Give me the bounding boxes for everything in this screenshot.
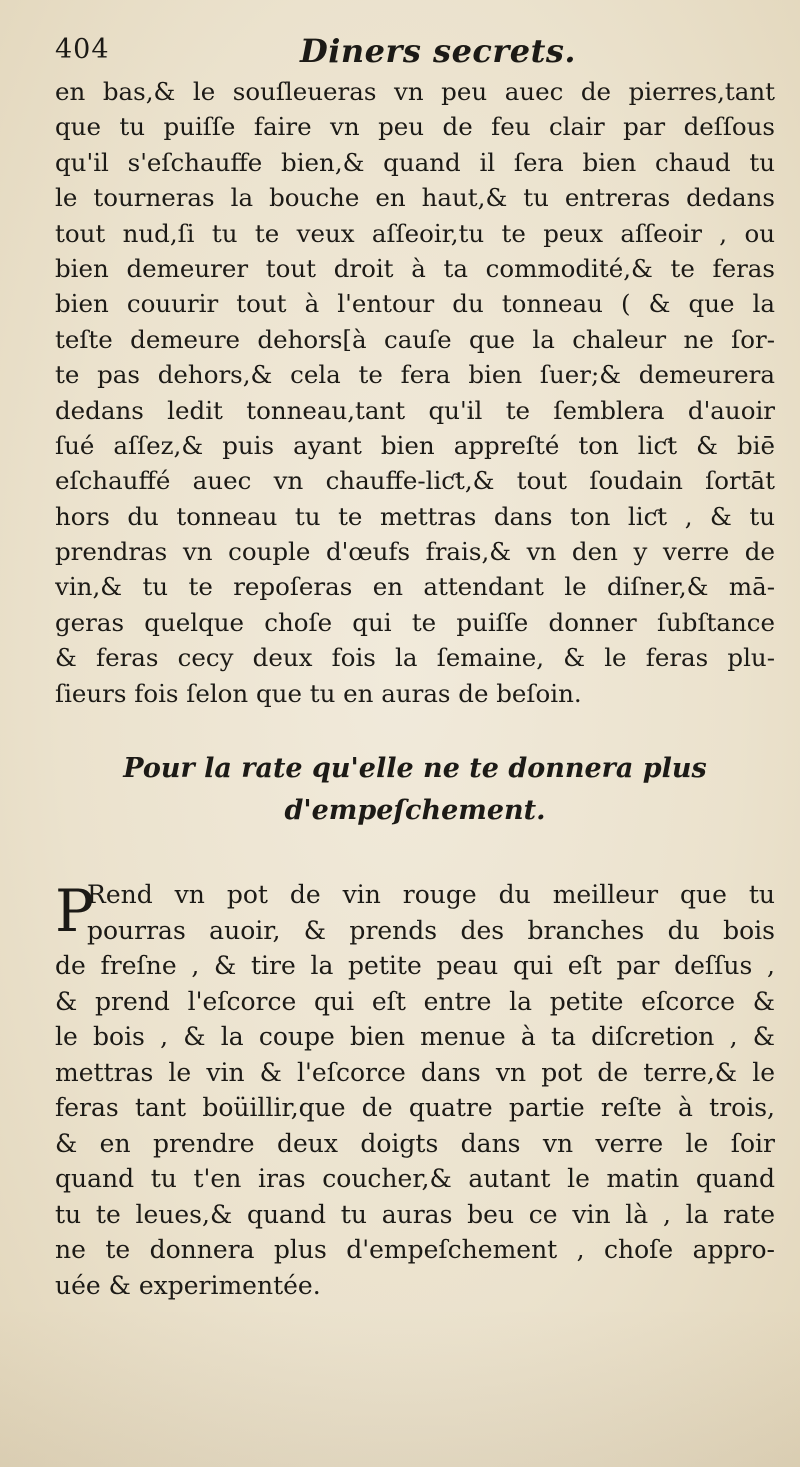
heading-line: d'empeſchement. — [284, 795, 546, 826]
text-line: vin,& tu te repoſeras en attendant le diſner,& mā- — [55, 572, 775, 602]
body-paragraph-2 — [55, 877, 775, 1303]
text-line: qu'il s'eſchauffe bien,& quand il ſera bien chaud tu — [55, 147, 775, 177]
text-line: de freſne , & tire la petite peau qui eſt par deſſus , — [55, 951, 775, 980]
text-line: tout nud,ſi tu te veux aſſeoir,tu te peux aſſeoir , ou — [55, 218, 775, 248]
text-line: & feras cecy deux fois la ſemaine, & le feras plu- — [55, 643, 775, 673]
text-line: & prend l'eſcorce qui eſt entre la petite eſcorce & — [55, 986, 775, 1016]
running-head — [55, 34, 755, 74]
page-number: 404 — [55, 34, 110, 65]
text-line: tu te leues,& quand tu auras beu ce vin là , la rate — [55, 1199, 775, 1229]
text-line: geras quelque choſe qui te puiſſe donner ſubſtance — [55, 607, 775, 637]
text-line: ſué aſſez,& puis ayant bien appreſté ton liƈt & biē — [55, 430, 775, 460]
text-line: hors du tonneau tu te mettras dans ton liƈt , & tu — [55, 501, 775, 531]
body-paragraph-1 — [55, 74, 775, 711]
text-line: te pas dehors,& cela te fera bien ſuer;& demeurera — [55, 360, 775, 390]
text-line: prendras vn couple d'œufs frais,& vn den y verre de — [55, 537, 775, 567]
text-line: que tu puiſſe faire vn peu de feu clair par deſſous — [55, 112, 775, 142]
text-line: ſieurs fois ſelon que tu en auras de beſoin. — [55, 678, 582, 708]
text-line: mettras le vin & l'eſcorce dans vn pot de terre,& le — [55, 1057, 775, 1087]
text-line: bien demeurer tout droit à ta commodité,& te feras — [55, 253, 775, 283]
text-line: ne te donnera plus d'empeſchement , choſe appro- — [55, 1235, 775, 1264]
text-line: dedans ledit tonneau,tant qu'il te ſemblera d'auoir — [55, 395, 775, 425]
text-line: quand tu t'en iras coucher,& autant le matin quand — [55, 1164, 775, 1193]
text-line: Rend vn pot de vin rouge du meilleur que tu — [87, 880, 775, 909]
text-line: feras tant boüillir,que de quatre partie reſte à trois, — [55, 1093, 775, 1122]
drop-cap-letter: P — [55, 877, 95, 945]
text-line: & en prendre deux doigts dans vn verre le ſoir — [55, 1128, 775, 1158]
page-shading — [0, 1307, 800, 1467]
section-heading — [55, 748, 775, 832]
text-line: uée & experimentée. — [55, 1270, 321, 1300]
text-line: pourras auoir, & prends des branches du bois — [87, 915, 775, 945]
text-line: teſte demeure dehors[à cauſe que la chaleur ne ſor- — [55, 324, 775, 354]
text-line: le tourneras la bouche en haut,& tu entreras dedans — [55, 183, 775, 213]
text-line: eſchauffé auec vn chauffe-liƈt,& tout ſoudain ſortāt — [55, 466, 775, 496]
text-line: bien couurir tout à l'entour du tonneau ( & que la — [55, 289, 775, 319]
text-line: en bas,& le souſleueras vn peu auec de pierres,tant — [55, 77, 775, 106]
heading-line: Pour la rate qu'elle ne te donnera plus — [123, 753, 707, 784]
text-line: le bois , & la coupe bien menue à ta diſcretion , & — [55, 1022, 775, 1051]
dropcap-wrapper — [55, 877, 775, 948]
running-title: Diners secrets. — [300, 32, 577, 70]
